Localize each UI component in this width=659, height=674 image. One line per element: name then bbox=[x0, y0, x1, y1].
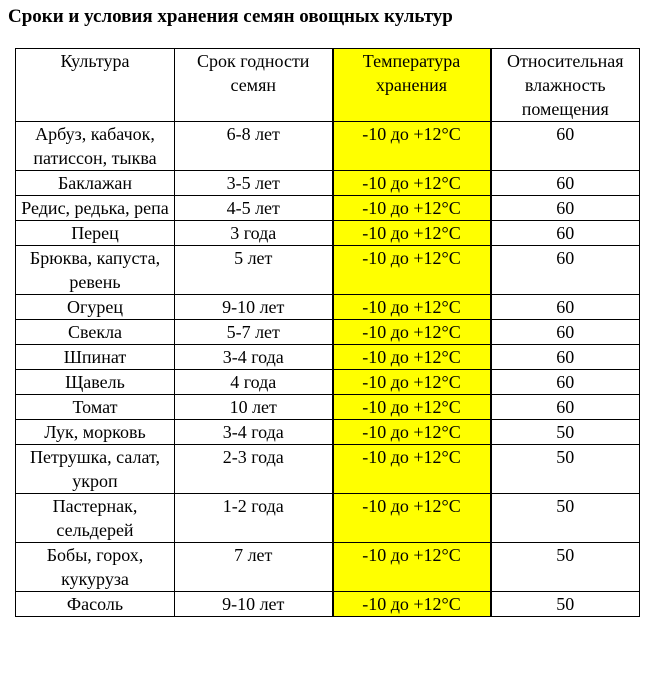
table-row bbox=[16, 494, 640, 543]
cell-humidity: 60 bbox=[491, 221, 640, 246]
table-row bbox=[16, 320, 640, 345]
table-row bbox=[16, 295, 640, 320]
cell-temperature: -10 до +12°С bbox=[333, 543, 491, 592]
table-row bbox=[16, 395, 640, 420]
table-row bbox=[16, 592, 640, 617]
cell-humidity: 50 bbox=[491, 494, 640, 543]
cell-humidity: 60 bbox=[491, 196, 640, 221]
cell-crop: Петрушка, салат, укроп bbox=[16, 445, 175, 494]
cell-humidity: 60 bbox=[491, 295, 640, 320]
cell-temperature: -10 до +12°С bbox=[333, 445, 491, 494]
cell-humidity: 50 bbox=[491, 420, 640, 445]
cell-temperature: -10 до +12°С bbox=[333, 171, 491, 196]
cell-shelf-life: 4 года bbox=[175, 370, 333, 395]
cell-shelf-life: 9-10 лет bbox=[175, 592, 333, 617]
cell-shelf-life: 10 лет bbox=[175, 395, 333, 420]
cell-temperature: -10 до +12°С bbox=[333, 196, 491, 221]
cell-temperature: -10 до +12°С bbox=[333, 221, 491, 246]
cell-shelf-life: 2-3 года bbox=[175, 445, 333, 494]
table-row bbox=[16, 122, 640, 171]
cell-temperature: -10 до +12°С bbox=[333, 494, 491, 543]
cell-temperature: -10 до +12°С bbox=[333, 395, 491, 420]
cell-temperature: -10 до +12°С bbox=[333, 420, 491, 445]
cell-temperature: -10 до +12°С bbox=[333, 122, 491, 171]
table-row bbox=[16, 543, 640, 592]
cell-shelf-life: 9-10 лет bbox=[175, 295, 333, 320]
cell-humidity: 60 bbox=[491, 122, 640, 171]
cell-humidity: 60 bbox=[491, 395, 640, 420]
cell-humidity: 50 bbox=[491, 592, 640, 617]
cell-shelf-life: 5 лет bbox=[175, 246, 333, 295]
cell-crop: Лук, морковь bbox=[16, 420, 175, 445]
table-row bbox=[16, 445, 640, 494]
cell-crop: Баклажан bbox=[16, 171, 175, 196]
seed-storage-table bbox=[15, 48, 640, 617]
table-row bbox=[16, 171, 640, 196]
cell-temperature: -10 до +12°С bbox=[333, 345, 491, 370]
cell-crop: Пастернак, сельдерей bbox=[16, 494, 175, 543]
cell-crop: Перец bbox=[16, 221, 175, 246]
cell-humidity: 50 bbox=[491, 445, 640, 494]
cell-crop: Огурец bbox=[16, 295, 175, 320]
cell-shelf-life: 1-2 года bbox=[175, 494, 333, 543]
header-temperature: Температура хранения bbox=[333, 49, 491, 122]
cell-temperature: -10 до +12°С bbox=[333, 246, 491, 295]
cell-crop: Томат bbox=[16, 395, 175, 420]
cell-humidity: 60 bbox=[491, 345, 640, 370]
cell-shelf-life: 5-7 лет bbox=[175, 320, 333, 345]
header-crop: Культура bbox=[16, 49, 175, 122]
table-row bbox=[16, 196, 640, 221]
table-row bbox=[16, 221, 640, 246]
page-title: Сроки и условия хранения семян овощных культур bbox=[8, 6, 453, 27]
cell-temperature: -10 до +12°С bbox=[333, 295, 491, 320]
cell-humidity: 60 bbox=[491, 370, 640, 395]
cell-humidity: 60 bbox=[491, 246, 640, 295]
cell-crop: Щавель bbox=[16, 370, 175, 395]
cell-shelf-life: 3-5 лет bbox=[175, 171, 333, 196]
cell-crop: Редис, редька, репа bbox=[16, 196, 175, 221]
cell-shelf-life: 7 лет bbox=[175, 543, 333, 592]
cell-shelf-life: 3-4 года bbox=[175, 420, 333, 445]
cell-crop: Шпинат bbox=[16, 345, 175, 370]
cell-crop: Свекла bbox=[16, 320, 175, 345]
cell-crop: Фасоль bbox=[16, 592, 175, 617]
cell-temperature: -10 до +12°С bbox=[333, 592, 491, 617]
cell-crop: Бобы, горох, кукуруза bbox=[16, 543, 175, 592]
header-shelf-life: Срок годности семян bbox=[175, 49, 333, 122]
table-row bbox=[16, 246, 640, 295]
cell-shelf-life: 4-5 лет bbox=[175, 196, 333, 221]
header-row bbox=[16, 49, 640, 122]
cell-temperature: -10 до +12°С bbox=[333, 320, 491, 345]
cell-humidity: 60 bbox=[491, 171, 640, 196]
table-row bbox=[16, 345, 640, 370]
cell-crop: Арбуз, кабачок, патиссон, тыква bbox=[16, 122, 175, 171]
cell-shelf-life: 6-8 лет bbox=[175, 122, 333, 171]
table-row bbox=[16, 420, 640, 445]
cell-crop: Брюква, капуста, ревень bbox=[16, 246, 175, 295]
cell-shelf-life: 3-4 года bbox=[175, 345, 333, 370]
cell-temperature: -10 до +12°С bbox=[333, 370, 491, 395]
cell-humidity: 60 bbox=[491, 320, 640, 345]
cell-shelf-life: 3 года bbox=[175, 221, 333, 246]
header-humidity: Относительная влажность помещения bbox=[491, 49, 640, 122]
cell-humidity: 50 bbox=[491, 543, 640, 592]
table-row bbox=[16, 370, 640, 395]
